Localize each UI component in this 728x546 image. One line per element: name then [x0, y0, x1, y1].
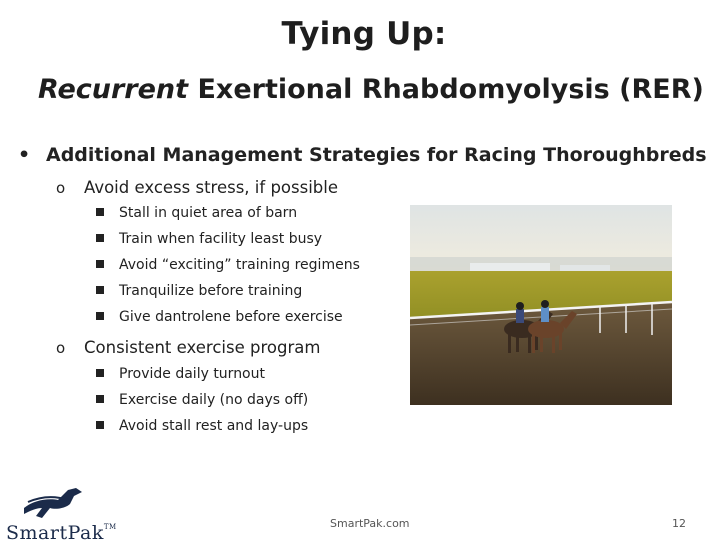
- racehorse-photo-illustration: [410, 205, 672, 405]
- square-bullet-icon: [96, 421, 104, 429]
- list-item: [96, 392, 308, 408]
- list-item: [96, 418, 308, 434]
- list-item: [96, 309, 343, 325]
- list-item-text: Exercise daily (no days off): [119, 392, 309, 408]
- bullet-marker: •: [18, 144, 31, 166]
- sub-bullet-text: Consistent exercise program: [84, 338, 321, 357]
- list-item: [96, 257, 360, 273]
- slide-title: Tying Up:: [281, 16, 447, 52]
- list-item-text: Stall in quiet area of barn: [119, 205, 298, 221]
- subtitle-emphasis: Recurrent: [38, 74, 189, 105]
- footer-website: SmartPak.com: [330, 517, 410, 530]
- square-bullet-icon: [96, 395, 104, 403]
- list-item: [96, 231, 322, 247]
- sub-bullet-text: Avoid excess stress, if possible: [84, 178, 338, 197]
- square-bullet-icon: [96, 286, 104, 294]
- galloping-horse-logo-icon: [6, 478, 118, 522]
- sub-bullet-marker: o: [56, 179, 66, 197]
- list-item-text: Tranquilize before training: [119, 283, 303, 299]
- list-item-text: Provide daily turnout: [119, 366, 265, 382]
- subtitle-rest: Exertional Rhabdomyolysis (RER): [188, 74, 704, 105]
- main-bullet: [18, 144, 707, 166]
- list-item-text: Give dantrolene before exercise: [119, 309, 343, 325]
- square-bullet-icon: [96, 369, 104, 377]
- list-item-text: Train when facility least busy: [119, 231, 323, 247]
- list-item-text: Avoid “exciting” training regimens: [119, 257, 360, 273]
- main-bullet-text: Additional Management Strategies for Racing Thoroughbreds: [46, 144, 707, 166]
- logo-trademark: TM: [103, 523, 117, 531]
- list-item-text: Avoid stall rest and lay-ups: [119, 418, 309, 434]
- sub-bullet: [56, 338, 320, 357]
- list-item: [96, 366, 265, 382]
- sub-bullet: [56, 178, 338, 197]
- slide-subtitle: [38, 74, 704, 105]
- racehorse-photo: [410, 205, 672, 405]
- page-number: 12: [672, 517, 686, 530]
- list-item: [96, 205, 297, 221]
- smartpak-logo-text: [6, 522, 117, 544]
- list-item: [96, 283, 302, 299]
- square-bullet-icon: [96, 260, 104, 268]
- square-bullet-icon: [96, 208, 104, 216]
- square-bullet-icon: [96, 312, 104, 320]
- sub-bullet-marker: o: [56, 339, 66, 357]
- logo-text: SmartPak: [6, 522, 104, 544]
- square-bullet-icon: [96, 234, 104, 242]
